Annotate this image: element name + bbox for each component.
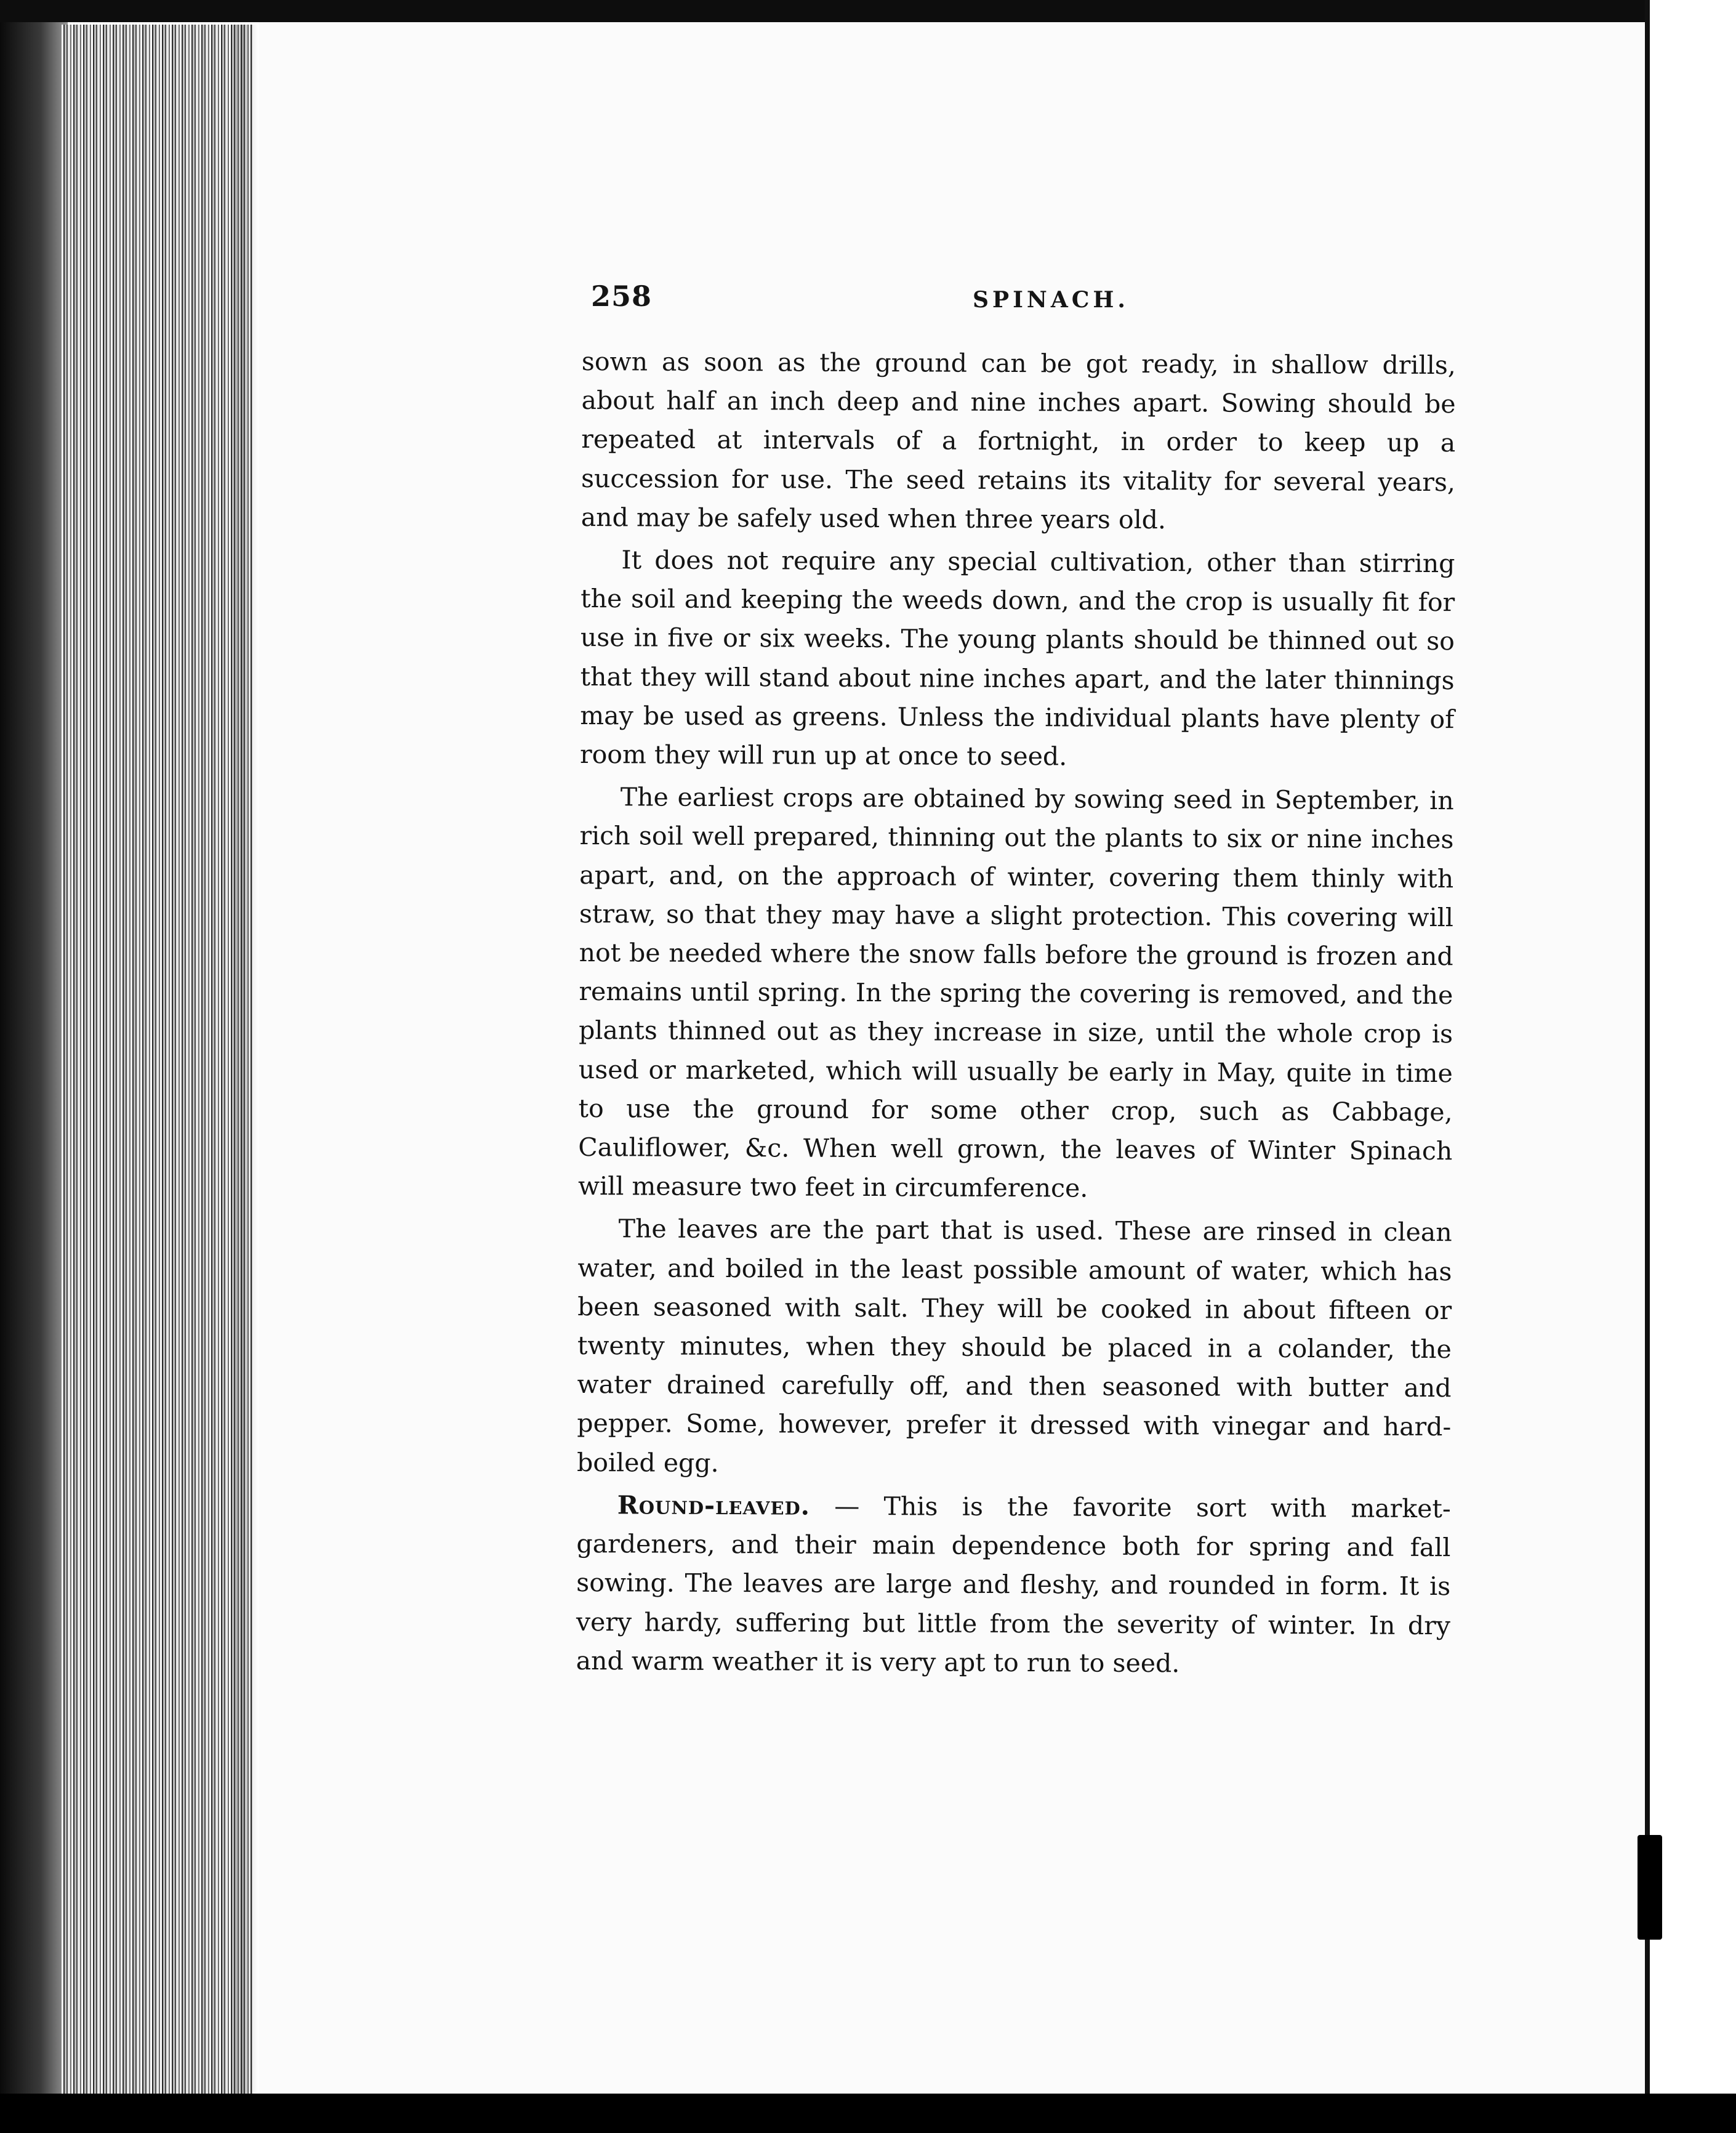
bottom-scan-border: [0, 2094, 1736, 2133]
paragraph: The earliest crops are obtained by sowing seed in September, in rich soil well prepared, thinning out the plants to six or nine inches apart, and, on the approach of winter, covering them thinly with straw, so that they may have a slight protection. This covering will not be needed where the snow falls before the ground is frozen and remains until spring. In the spring the covering is removed, and the plants thinned out as they increase in size, until the whole crop is used or marketed, which will usually be early in May, quite in time to use the ground for some other crop, such as Cabbage, Cauliflower, &c. When well grown, the leaves of Winter Spinach will measure two feet in circumference.: [577, 782, 1454, 1203]
chapter-title: SPINACH.: [973, 287, 1129, 313]
paragraph: It does not require any special cultivation, other than stirring the soil and keeping the weeds down, and the crop is usually fit for use in five or six weeks. The young plants should be thinned out so that they will stand about nine inches apart, and the later thinnings may be used as greens. Unless the individual plants have plenty of room they will run up at once to seed.: [579, 545, 1455, 772]
body-text: [576, 342, 1455, 1688]
right-margin: [1650, 0, 1736, 2133]
page-number: 258: [591, 280, 653, 313]
top-scan-border: [0, 0, 1736, 22]
variety-dash: —: [810, 1491, 884, 1522]
variety-name: Round-leaved.: [617, 1490, 811, 1521]
book-binding-shadow: [0, 0, 68, 2133]
page-edge-shadow: [234, 25, 259, 2133]
scan-marker: [1638, 1835, 1662, 1940]
paragraph: The leaves are the part that is used. These are rinsed in clean water, and boiled in the least possible amount of water, which has been seasoned with salt. They will be cooked in about fifteen or twenty minutes, when they should be placed in a colander, the water drained carefully off, and then seasoned with butter and pepper. Some, however, prefer it dressed with vinegar and hard-boiled egg.: [576, 1214, 1452, 1478]
paragraph: sown as soon as the ground can be got ready, in shallow drills, about half an inch deep and nine inches apart. Sowing should be repeated at intervals of a fortnight, in order to keep up a succession for use. The seed retains its vitality for several years, and may be safely used when three years old.: [581, 346, 1456, 534]
right-page-rule: [1645, 0, 1650, 2133]
variety-description: This is the favorite sort with market-gardeners, and their main dependence both for spring and fall sowing. The leaves are large and fleshy, and rounded in form. It is very hardy, suffering but little from the severity of winter. In dry and warm weather it is very apt to run to seed.: [576, 1491, 1451, 1678]
running-head: [591, 275, 1490, 324]
variety-paragraph: [576, 1486, 1451, 1684]
book-page-edges: [62, 25, 252, 2133]
